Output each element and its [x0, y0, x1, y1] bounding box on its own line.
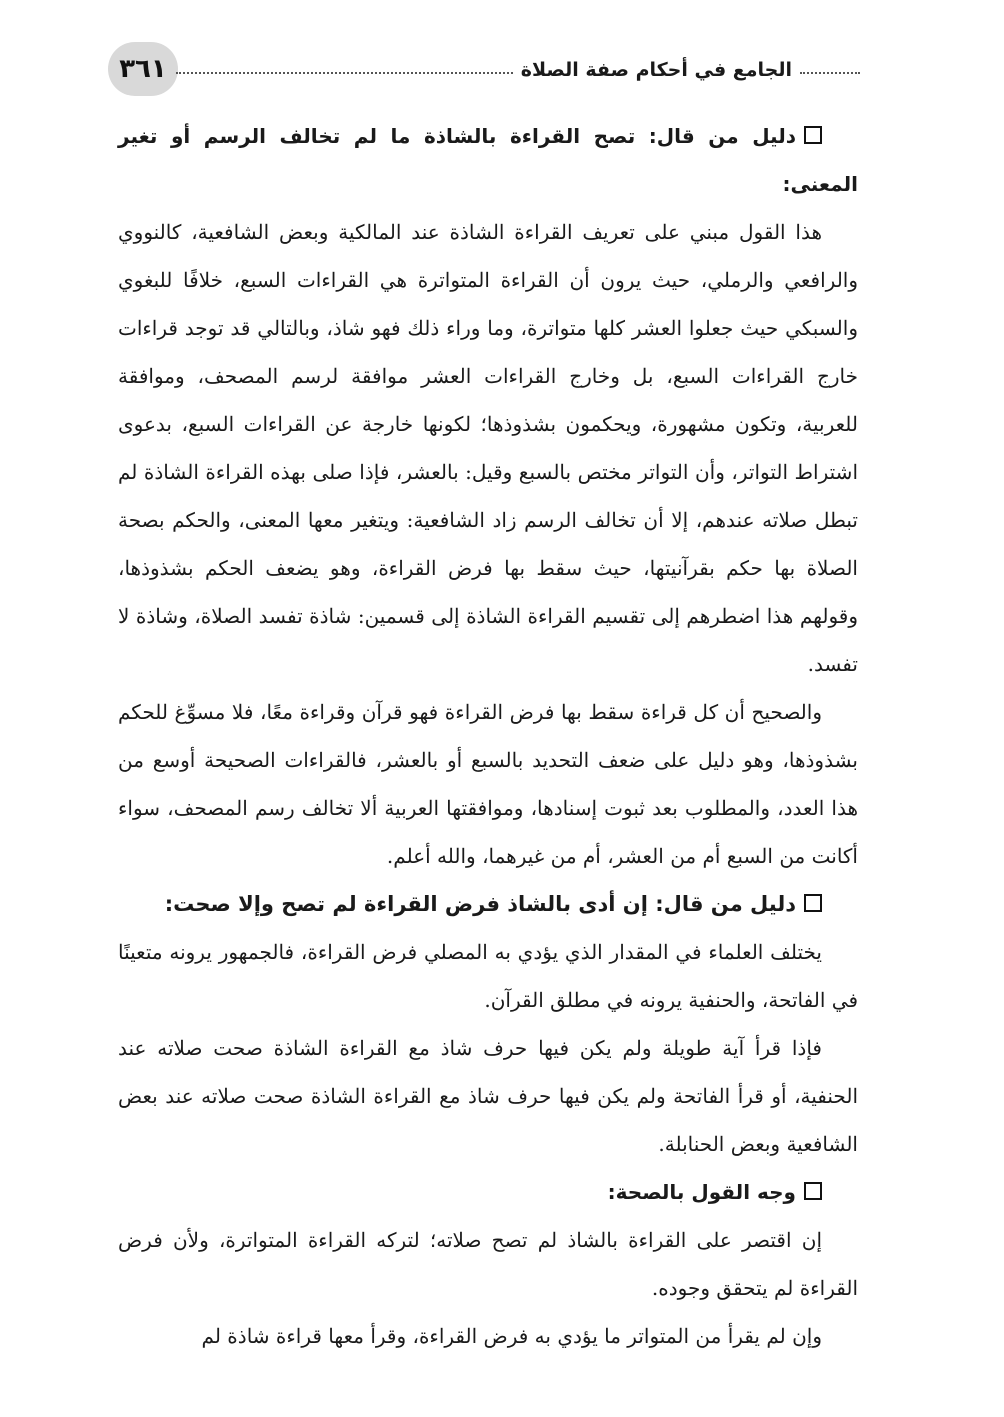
paragraph-2: والصحيح أن كل قراءة سقط بها فرض القراءة فهو قرآن وقراءة معًا، فلا مسوِّغ للحكم بشذوذها، وهو دليل على ضعف التحديد بالسبع أو بالعشر، فالقراءات الصحيحة أوسع من هذا العدد، والمطلوب بعد ثبوت إسنادها، وموافقتها العربية ألا تخالف رسم المصحف، سواء أكانت من السبع أم من العشر، أم من غيرهما، والله أعلم.: [118, 700, 858, 868]
paragraph-3: يختلف العلماء في المقدار الذي يؤدي به المصلي فرض القراءة، فالجمهور يرونه متعينًا في الفاتحة، والحنفية يرونه في مطلق القرآن.: [118, 940, 858, 1012]
running-header: [110, 44, 860, 100]
page-body: [118, 112, 858, 1360]
paragraph-6: وإن لم يقرأ من المتواتر ما يؤدي به فرض القراءة، وقرأ معها قراءة شاذة لم: [201, 1324, 822, 1348]
header-leader-dots-left: [176, 72, 513, 74]
paragraph-5: إن اقتصر على القراءة بالشاذ لم تصح صلاته؛ لتركه القراءة المتواترة، ولأن فرض القراءة لم يتحقق وجوده.: [118, 1228, 858, 1300]
paragraph-4: فإذا قرأ آية طويلة ولم يكن فيها حرف شاذ مع القراءة الشاذة صحت صلاته عند الحنفية، أو قرأ الفاتحة ولم يكن فيها حرف شاذ مع القراءة الشاذة صحت صلاته عند بعض الشافعية وبعض الحنابلة.: [118, 1036, 858, 1156]
section-heading-1: [118, 112, 858, 208]
section-heading-2: [118, 880, 858, 928]
book-title: الجامع في أحكام صفة الصلاة: [520, 59, 792, 81]
header-leader-dots-right: [800, 72, 860, 74]
section-heading-3: [118, 1168, 858, 1216]
header-title-row: [176, 52, 860, 88]
paragraph-1: هذا القول مبني على تعريف القراءة الشاذة عند المالكية وبعض الشافعية، كالنووي والرافعي والرملي، حيث يرون أن القراءة المتواترة هي القراءات السبع، خلافًا للبغوي والسبكي حيث جعلوا العشر كلها متواترة، وما وراء ذلك فهو شاذ، وبالتالي قد توجد قراءات خارج القراءات السبع، بل وخارج القراءات العشر موافقة لرسم المصحف، وموافقة للعربية، وتكون مشهورة، ويحكمون بشذوذها؛ لكونها خارجة عن القراءات السبع، بدعوى اشتراط التواتر، وأن التواتر مختص بالسبع وقيل: بالعشر، فإذا صلى بهذه القراءة الشاذة لم تبطل صلاته عندهم، إلا أن تخالف الرسم زاد الشافعية: ويتغير معها المعنى، والحكم بصحة الصلاة بها حكم بقرآنيتها، حيث سقط بها فرض القراءة، وهو يضعف الحكم بشذوذها، وقولهم هذا اضطرهم إلى تقسيم القراءة الشاذة إلى قسمين: شاذة تفسد الصلاة، وشاذة لا تفسد.: [118, 220, 858, 676]
section-heading-1-text: دليل من قال: تصح القراءة بالشاذة ما لم تخالف الرسم أو تغير المعنى:: [118, 124, 858, 196]
checkbox-square-icon: [804, 126, 822, 144]
checkbox-square-icon: [804, 894, 822, 912]
checkbox-square-icon: [804, 1182, 822, 1200]
page-number: ٣٦١: [108, 42, 178, 96]
section-heading-2-text: دليل من قال: إن أدى بالشاذ فرض القراءة لم تصح وإلا صحت:: [164, 892, 796, 916]
section-heading-3-text: وجه القول بالصحة:: [607, 1180, 796, 1204]
